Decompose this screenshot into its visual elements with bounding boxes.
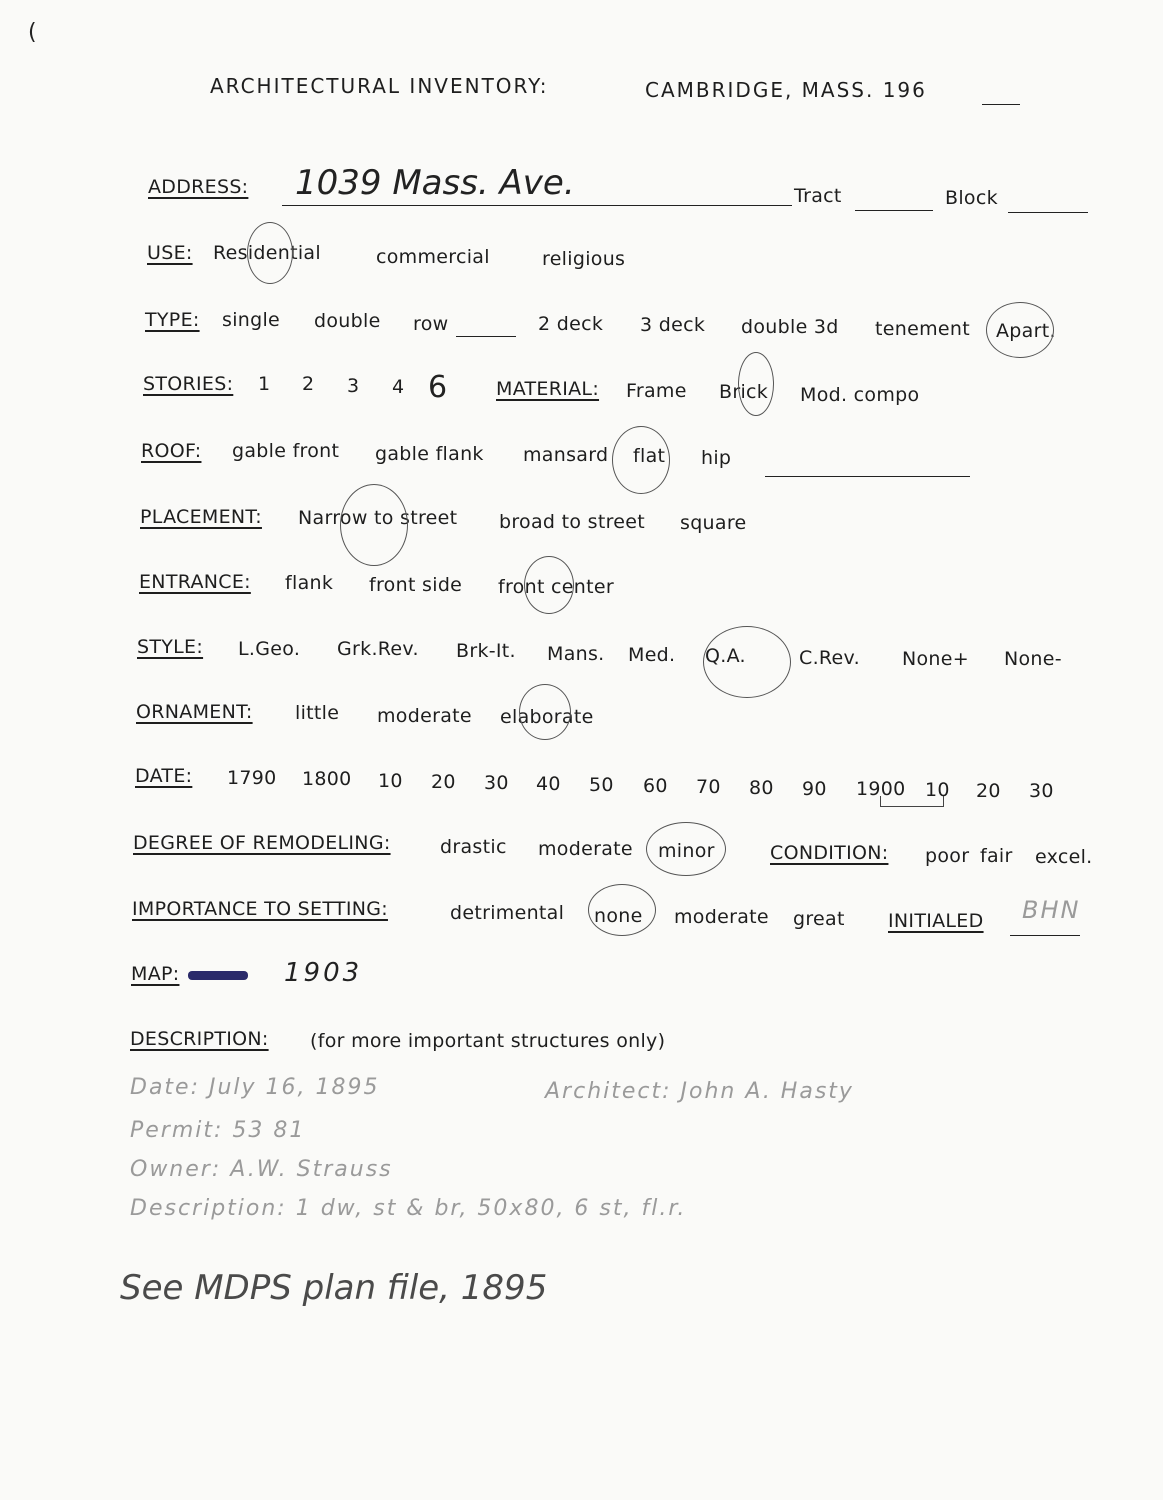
condition-option-excel: excel. <box>1035 846 1093 868</box>
description-note: (for more important structures only) <box>310 1030 666 1052</box>
description-date: Date: July 16, 1895 <box>130 1075 380 1100</box>
type-option-apart: Apart. <box>996 320 1056 342</box>
condition-option-fair: fair <box>980 845 1013 867</box>
block-label: Block <box>945 187 998 209</box>
form-title: ARCHITECTURAL INVENTORY: <box>210 74 549 98</box>
roof-blank <box>765 476 970 477</box>
type-option-double-3d: double 3d <box>741 316 839 338</box>
initialed-value: BHN <box>1022 896 1081 924</box>
roof-option-gable-flank: gable flank <box>375 443 484 465</box>
placement-option-square: square <box>680 512 747 534</box>
stories-handwritten: 6 <box>428 370 448 405</box>
date-option: 20 <box>431 771 456 793</box>
ornament-option-little: little <box>295 702 340 724</box>
use-option-religious: religious <box>542 248 626 270</box>
use-option-commercial: commercial <box>376 246 490 268</box>
description-details: Description: 1 dw, st & br, 50x80, 6 st, fl.r. <box>130 1196 687 1221</box>
stories-label: STORIES: <box>143 373 234 395</box>
type-option-single: single <box>222 309 281 331</box>
style-option-q-a: Q.A. <box>705 645 746 667</box>
date-option: 60 <box>643 775 668 797</box>
ornament-selection-circle <box>519 684 571 740</box>
style-option-grk-rev: Grk.Rev. <box>337 638 419 660</box>
row-blank <box>456 336 516 337</box>
type-selection-circle <box>986 302 1054 358</box>
roof-selection-circle <box>612 426 670 494</box>
style-selection-circle <box>703 626 791 698</box>
entrance-option-flank: flank <box>285 572 334 594</box>
date-option: 10 <box>378 770 403 792</box>
condition-label: CONDITION: <box>770 842 889 864</box>
style-option-mans: Mans. <box>547 643 605 665</box>
date-option: 40 <box>536 773 561 795</box>
remodeling-option-minor: minor <box>658 840 715 862</box>
description-permit: Permit: 53 81 <box>130 1118 306 1143</box>
roof-option-gable-front: gable front <box>232 440 340 462</box>
remodeling-option-moderate: moderate <box>538 838 633 860</box>
type-option-row: row <box>413 313 449 335</box>
map-marker-scribble <box>188 971 248 980</box>
material-label: MATERIAL: <box>496 378 600 400</box>
style-option-c-rev: C.Rev. <box>799 647 860 669</box>
type-label: TYPE: <box>145 309 200 331</box>
stories-option-4: 4 <box>392 376 405 398</box>
placement-selection-circle <box>340 484 408 566</box>
use-selection-circle <box>247 222 293 284</box>
block-blank <box>1008 212 1088 213</box>
tract-label: Tract <box>794 185 842 207</box>
date-option: 80 <box>749 777 774 799</box>
style-option-l-geo: L.Geo. <box>238 638 301 660</box>
date-range-bracket <box>880 796 944 807</box>
type-option-2-deck: 2 deck <box>538 313 604 335</box>
description-label: DESCRIPTION: <box>130 1028 269 1050</box>
type-option-double: double <box>314 310 381 332</box>
ornament-label: ORNAMENT: <box>136 701 253 723</box>
condition-option-poor: poor <box>925 845 970 867</box>
material-selection-circle <box>738 352 774 416</box>
style-option-none-minus: None- <box>1004 648 1062 670</box>
stories-option-1: 1 <box>258 373 271 395</box>
date-option: 30 <box>484 772 509 794</box>
roof-option-hip: hip <box>701 447 732 469</box>
address-underline <box>282 205 792 206</box>
map-label: MAP: <box>131 963 180 985</box>
ornament-option-moderate: moderate <box>377 705 472 727</box>
description-architect: Architect: John A. Hasty <box>545 1079 854 1104</box>
roof-option-flat: flat <box>633 445 666 467</box>
style-option-med: Med. <box>628 644 676 666</box>
style-label: STYLE: <box>137 636 204 658</box>
importance-label: IMPORTANCE TO SETTING: <box>132 898 388 920</box>
date-option: 1800 <box>302 768 352 790</box>
date-option: 50 <box>589 774 614 796</box>
date-option: 20 <box>976 780 1001 802</box>
entrance-option-front-center: front center <box>498 576 614 598</box>
use-label: USE: <box>147 242 193 264</box>
date-label: DATE: <box>135 765 193 787</box>
placement-label: PLACEMENT: <box>140 506 262 528</box>
placement-option-narrow: Narrow to street <box>298 507 458 529</box>
material-option-frame: Frame <box>626 380 687 402</box>
date-option-1910: 10 <box>925 779 950 801</box>
page-edge-mark: ( <box>28 20 37 45</box>
date-option: 30 <box>1029 780 1054 802</box>
remodeling-option-drastic: drastic <box>440 836 507 858</box>
importance-option-none: none <box>594 905 643 927</box>
style-option-none-plus: None+ <box>902 648 969 670</box>
type-option-3-deck: 3 deck <box>640 314 706 336</box>
remodeling-selection-circle <box>646 822 726 876</box>
tract-blank <box>855 210 933 211</box>
stories-option-2: 2 <box>302 373 315 395</box>
initialed-label: INITIALED <box>888 910 984 932</box>
date-option: 70 <box>696 776 721 798</box>
remodeling-label: DEGREE OF REMODELING: <box>133 832 391 854</box>
roof-label: ROOF: <box>141 440 202 462</box>
material-option-mod-compo: Mod. compo <box>800 384 920 406</box>
ornament-option-elaborate: elaborate <box>500 706 594 728</box>
entrance-label: ENTRANCE: <box>139 571 251 593</box>
importance-option-moderate: moderate <box>674 906 769 928</box>
importance-selection-circle <box>588 884 656 936</box>
roof-option-mansard: mansard <box>523 444 609 466</box>
initialed-blank <box>1010 935 1080 936</box>
placement-option-broad: broad to street <box>499 511 646 533</box>
style-option-brk-it: Brk-It. <box>456 640 516 662</box>
date-option: 90 <box>802 778 827 800</box>
address-label: ADDRESS: <box>148 176 249 198</box>
entrance-selection-circle <box>524 556 574 614</box>
stories-option-3: 3 <box>347 375 360 397</box>
year-blank <box>982 104 1020 105</box>
type-option-tenement: tenement <box>875 318 970 340</box>
see-plan-file-note: See MDPS plan file, 1895 <box>120 1268 548 1308</box>
date-option-1900: 1900 <box>856 778 906 800</box>
description-owner: Owner: A.W. Strauss <box>130 1157 393 1182</box>
use-option-residential: Residential <box>213 242 321 264</box>
date-option: 1790 <box>227 767 277 789</box>
address-value: 1039 Mass. Ave. <box>295 163 575 203</box>
map-value: 1903 <box>284 958 363 988</box>
importance-option-detrimental: detrimental <box>450 902 565 924</box>
form-city: CAMBRIDGE, MASS. 196 <box>645 78 927 102</box>
entrance-option-front-side: front side <box>369 574 463 596</box>
material-option-brick: Brick <box>719 381 769 403</box>
importance-option-great: great <box>793 908 845 930</box>
